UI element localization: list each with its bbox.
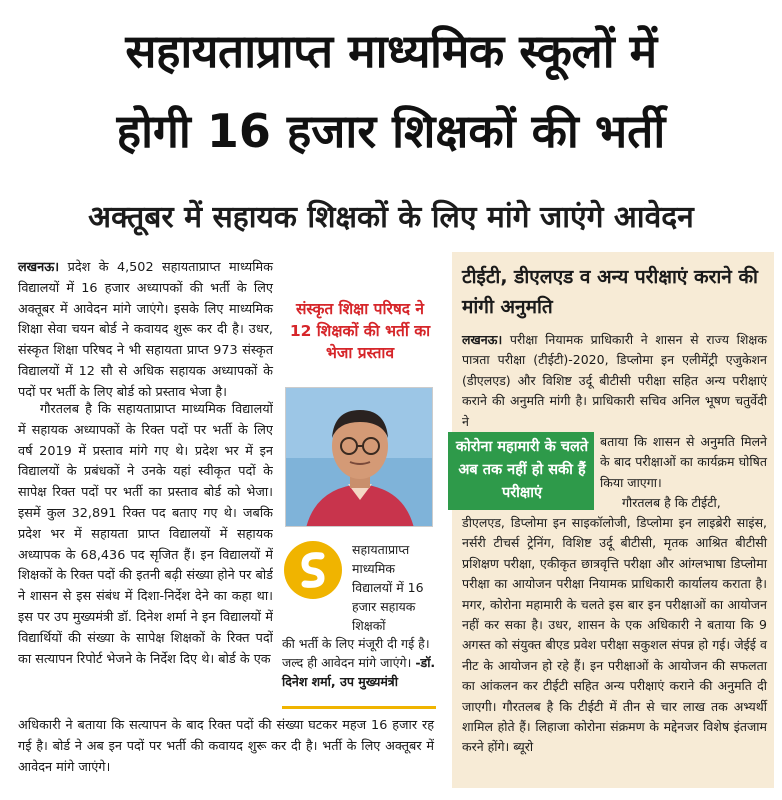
quote-divider — [282, 706, 436, 709]
side-story-p2-rest: डीएलएड, डिप्लोमा इन साइकॉलोजी, डिप्लोमा इन लाइब्रेरी साइंस, नर्सरी टीचर्स ट्रेनिंग, विशिष्ट उर्दू बीटीसी, मृतक आश्रित बीटीसी प्रशिक्षण परीक्षा, एकीकृत छात्रवृत्ति परीक्षा और आंग्लभाषा डिप्लोमा परीक्षा का आयोजन परीक्षा नियामक प्राधिकारी कार्यालय कराता है। मगर, कोरोना महामारी के चलते इस बार इन परीक्षाओं का आयोजन नहीं कर सका है। उधर, शासन के एक अधिकारी ने बताया कि 9 अगस्त को संयुक्त बीएड प्रवेश परीक्षा सकुशल संपन्न हो गई। जेईई व नीट के आयोजन हो रहे हैं। इन परीक्षाओं के आयोजन की सफलता का आंकलन कर टीईटी सहित अन्य परीक्षाएं कराने की अनुमति दी जाएगी। गौरतलब है कि टीईटी में तीन से चार लाख तक अभ्यर्थी शामिल होते हैं। लिहाजा कोरोना संक्रमण के मद्देनजर विशेष इंतजाम करने होंगे। — [462, 515, 767, 755]
side-story-p2-side: गौरतलब है कि टीईटी, — [622, 495, 721, 511]
main-story-column — [18, 400, 273, 714]
main-story-p2-end: अधिकारी ने बताया कि सत्यापन के बाद रिक्त पदों की संख्या घटकर महज 16 हजार रह गई है। बोर्ड ने अब इन पदों पर भर्ती की कवायद शुरू कर दी है। भर्ती के लिए अक्तूबर में आवेदन मांगे जाएंगे। — [18, 718, 434, 775]
side-story-byline: ब्यूरो — [513, 739, 534, 755]
main-story-bottom — [18, 716, 434, 778]
side-story-heading: टीईटी, डीएलएड व अन्य परीक्षाएं कराने की मांगी अनुमति — [462, 266, 758, 318]
quote-attribution: -डॉ. दिनेश शर्मा, उप मुख्यमंत्री — [282, 655, 436, 689]
newspaper-logo-icon — [283, 540, 343, 600]
side-story-p1-side: बताया कि शासन से अनुमति मिलने के बाद परीक्षाओं का कार्यक्रम घोषित किया जाएगा। — [600, 434, 767, 490]
quote-text: सहायताप्राप्त माध्यमिक विद्यालयों में 16 हजार सहायक शिक्षकों — [352, 542, 424, 633]
quote-text-part2: की भर्ती के लिए मंजूरी दी गई है। जल्द ही आवेदन मांगे जाएंगे। — [282, 636, 430, 670]
main-story-p2: गौरतलब है कि सहायताप्राप्त माध्यमिक विद्यालयों में सहायक अध्यापकों के रिक्त पदों पर भर्ती के लिए वर्ष 2019 में प्रस्ताव मांगे गए थे। प्रदेश भर में इन विद्यालयों के प्रबंधकों ने उनके यहां स्वीकृत पदों के सापेक्ष रिक्त पदों पर भर्ती का प्रस्ताव बोर्ड को भेजा। इसमें कुल 32,891 रिक्त पद बताए गए थे। जबकि प्रदेश भर में सहायता प्राप्त विद्यालयों में सहायक अध्यापक के 68,436 पद सृजित हैं। इन विद्यालयों में शिक्षकों के रिक्त पदों की इतनी बढ़ी संख्या होने पर बोर्ड ने शासन से इस संबंध में दिशा-निर्देश देने का कहा था। इस पर उप मुख्यमंत्री डॉ. दिनेश शर्मा ने इन विद्यालयों में विद्यार्थियों की संख्या के सापेक्ष शिक्षकों के रिक्त पदों का सत्यापन रिपोर्ट भेजने के निर्देश दिए थे। बोर्ड के एक — [18, 402, 273, 667]
main-story-p1-lead: प्रदेश के 4,502 सहायताप्राप्त माध्यमिक विद्यालयों में 16 हजार अध्यापकों की भर्ती के लिए अक्तूबर में आवेदन मांगे जाएंगे। इसके लिए — [18, 260, 273, 317]
side-story-bottom — [462, 513, 767, 758]
dinesh-sharma-photo — [285, 387, 433, 527]
portrait-illustration — [286, 388, 433, 527]
headline-line-1: सहायताप्राप्त माध्यमिक स्कूलों में — [125, 24, 657, 78]
quote-text-continued — [282, 634, 438, 691]
subheadline: अक्तूबर में सहायक शिक्षकों के लिए मांगे जाएंगे आवेदन — [88, 200, 694, 235]
headline-line-2: होगी 16 हजार शिक्षकों की भर्ती — [116, 104, 666, 158]
highlight-text: कोरोना महामारी के चलते अब तक नहीं हो सकी हैं परीक्षाएं — [455, 439, 589, 501]
side-story-p1-lead: परीक्षा नियामक प्राधिकारी ने शासन से राज्य शिक्षक पात्रता परीक्षा (टीईटी)-2020, डिप्लोमा इन एलीमेंट्री एजुकेशन (डीएलएड) और विशिष्ट उर्दू बीटीसी परीक्षा सहित अन्य परीक्षाएं कराने की अनुमति मांगी है। प्राधिकारी सचिव अनिल भूषण चतुर्वेदी ने — [462, 332, 767, 429]
main-story-p1-rest: माध्यमिक शिक्षा सेवा चयन बोर्ड ने कवायद शुरू कर दी है। उधर, संस्कृत शिक्षा परिषद ने भी सहायता प्राप्त 973 संस्कृत विद्यालयों में 12 सौ से अधिक सहायक अध्यापकों के पदों पर भर्ती के लिए बोर्ड को प्रस्ताव भेजा है। — [18, 301, 273, 400]
side-story-beside-highlight — [600, 432, 767, 514]
main-story-column-top — [18, 258, 273, 404]
side-story-top — [462, 330, 767, 432]
main-dateline: लखनऊ। — [18, 260, 60, 275]
side-dateline: लखनऊ। — [462, 332, 503, 347]
sanskrit-subheading: संस्कृत शिक्षा परिषद ने 12 शिक्षकों की भर्ती का भेजा प्रस्ताव — [289, 300, 431, 362]
